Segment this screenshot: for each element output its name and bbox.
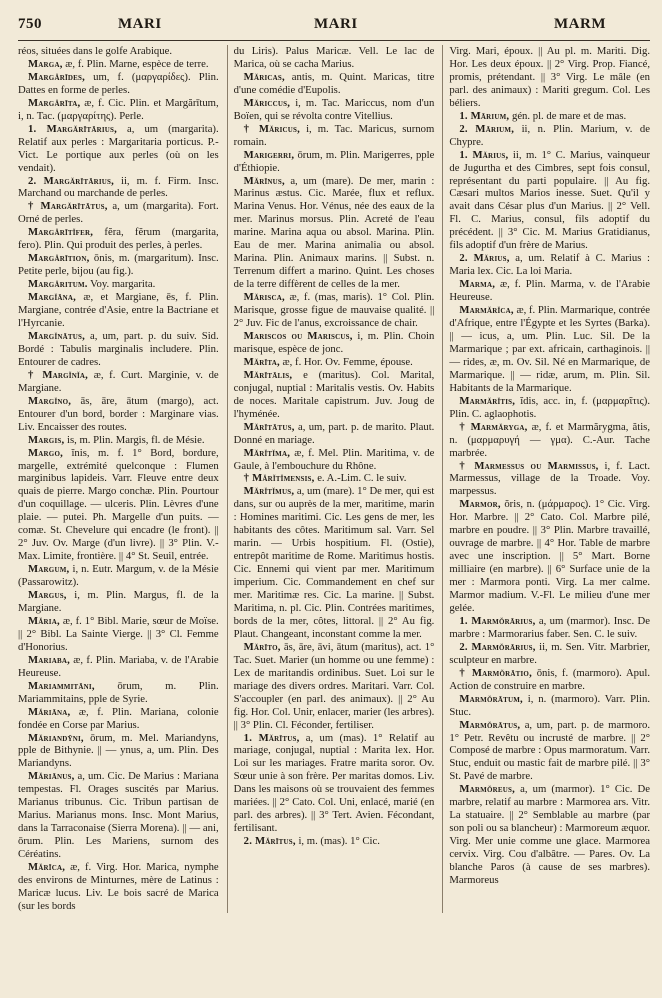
dictionary-entry — [234, 485, 435, 640]
entry-definition: i, m. (mas). 1° Cic. — [298, 835, 380, 848]
entry-definition: æ, f. Virg. Hor. Marica, nymphe des environs de Minturnes, mère de Latinus : Maricæ lucus. Liv. Le bois sacré de Marica (sur les bords — [18, 861, 219, 912]
entry-headword: Măriānus, — [28, 770, 75, 783]
dictionary-entry — [234, 835, 435, 848]
entry-definition: æ, f. Plin. Marma, v. de l'Arabie Heureuse. — [449, 278, 651, 304]
entry-definition: ii, m. 1° C. Marius, vainqueur de Jugurtha et des Cimbres, sept fois consul, représentant du parti populaire. || Au fig. Cæsari multos Marios inesse. Suet. Qu'il y avait dans César plus d'un Marius. || 2° Vell. Fl. C. Marius, consul, fils adoptif du précédent. || 3° Cic. M. Marius Gratidianus, fils adoptif d'un frère de Marius. — [449, 148, 651, 252]
entry-headword: Măricas, — [243, 70, 285, 83]
entry-definition: æ, f. Hor. Ov. Femme, épouse. — [282, 355, 413, 368]
dictionary-entry — [234, 149, 435, 175]
dictionary-entry — [18, 291, 219, 330]
dictionary-entry — [449, 693, 650, 719]
entry-headword: † Marmŏrātio, — [459, 666, 532, 679]
entry-definition: æ, f. (mas, maris). 1° Col. Plin. Marisque, grosse figue de mauvaise qualité. || 2° Juv. Fic de l'anus, excroissance de chair. — [233, 291, 435, 330]
dictionary-entry — [234, 291, 435, 330]
dictionary-entry — [18, 97, 219, 123]
entry-definition: a, um (mare). De mer, marin : Marinus æstus. Cic. Marée, flux et reflux. Marina Venus. Hor. Vénus, née des eaux de la mer. Marinus morsus. Plin. Acreté de l'eau marine. Marina aqua ou absol. Marina. Plin. Eau de mer. Marina animalia ou absol. Marina. Plin. Animaux marins. || Subst. n. Terrenum differt a marino. Quint. Les choses de la terre diffèrent de celles de la mer. — [233, 174, 435, 291]
page-number: 750 — [18, 16, 42, 32]
dictionary-entry — [234, 175, 435, 292]
entry-definition: ās, āre, ātum (margo), act. Entourer d'un bord, border : Marginare vias. Liv. Encaisser des routes. — [18, 394, 219, 433]
dictionary-entry — [18, 615, 219, 654]
entry-definition: ōrum, m. Mel. Mariandyns, pple de Bithynie. || — ynus, a, um. Plin. Des Mariandyns. — [18, 731, 219, 770]
entry-definition: a, um (margarita). Relatif aux perles : Margaritaria porticus. P.-Vict. Le portique aux perles (où on les vendait). — [18, 122, 219, 174]
entry-definition: um, f. (μαργαρίδες). Plin. Dattes en forme de perles. — [18, 70, 219, 96]
entry-headword: † Marmessus ou Marmissus, — [459, 459, 599, 472]
entry-headword: Marigerri, — [243, 148, 295, 161]
column-right — [442, 45, 650, 913]
entry-headword: Mariaba, — [28, 653, 70, 666]
dictionary-entry — [18, 447, 219, 564]
entry-definition: is, m. Plin. Margis, fl. de Mésie. — [67, 433, 205, 446]
entry-headword: 1. Mărītus, — [243, 731, 300, 744]
entry-definition: ōrum, m. Plin. Marigerres, pple d'Éthiopie. — [233, 148, 435, 174]
dictionary-entry — [234, 472, 435, 485]
dictionary-entry — [234, 97, 435, 123]
dictionary-entry — [18, 45, 219, 58]
dictionary-entry — [234, 447, 435, 473]
entry-definition: i, m. Tac. Maricus, surnom romain. — [233, 122, 435, 148]
entry-definition: e (maritus). Col. Marital, conjugal, nuptial : Maritalis vestis. Ov. Habits de noces. Maritale capistrum. Juv. Joug de l'hyménée. — [233, 368, 435, 420]
dictionary-entry — [18, 654, 219, 680]
dictionary-entry — [449, 615, 650, 641]
entry-headword: Mărītālis, — [243, 368, 293, 381]
dictionary-entry — [449, 498, 650, 615]
dictionary-entry — [18, 123, 219, 175]
running-header — [18, 14, 650, 41]
dictionary-entry — [449, 123, 650, 149]
entry-headword: Marmor, — [459, 498, 501, 511]
entry-headword: 2. Mărius, — [459, 252, 510, 265]
entry-headword: Marmŏreus, — [459, 783, 515, 796]
entry-definition: i, m. Plin. Choin marisque, espèce de jonc. — [233, 329, 435, 355]
entry-headword: Marmărĭca, — [459, 304, 514, 317]
entry-headword: Mărisca, — [243, 291, 285, 304]
entry-definition: ōnis, f. (marmoro). Apul. Action de construire en marbre. — [449, 666, 651, 692]
dictionary-entry — [18, 200, 219, 226]
entry-headword: 1. Mārium, — [459, 109, 510, 122]
entry-headword: † Măricus, — [243, 122, 301, 135]
entry-headword: 2. Margărītārius, — [28, 174, 114, 187]
entry-definition: e. A.-Lim. C. le suiv. — [317, 472, 407, 485]
entry-headword: Marmŏrātum, — [459, 692, 523, 705]
dictionary-entry — [234, 369, 435, 421]
entry-definition: æ, f. 1° Bibl. Marie, sœur de Moïse. || 2° Bibl. La Sainte Vierge. || 3° Cl. Femme d'Honorius. — [18, 614, 219, 653]
entry-headword: 1. Margărītārius, — [28, 122, 118, 135]
entry-definition: i, m. Tac. Mariccus, nom d'un Boïen, qui se révolta contre Vitellius. — [233, 96, 435, 122]
entry-headword: Margo, — [28, 446, 63, 459]
dictionary-entry — [18, 434, 219, 447]
entry-headword: 1. Marmŏrārius, — [459, 614, 536, 627]
dictionary-entry — [18, 770, 219, 861]
entry-headword: 2. Mārium, — [459, 122, 515, 135]
entry-definition: æ, f. Plin. Marmarique, contrée d'Afrique, entre l'Égypte et les Syrtes (Barka). || — icus, a, um. Plin. Luc. Sil. De la Marmarique ; par ext. africain, carthaginois. || — rides, æ, m. Ov. Sil. Né en Marmarique, de Marmarique. || — ridæ, arum, m. Plin. Sil. Habitants de la Marmarique. — [449, 304, 651, 394]
entry-definition: réos, situées dans le golfe Arabique. — [18, 45, 173, 57]
dictionary-entry — [234, 732, 435, 836]
entry-definition: æ, f. Plin. Mariana, colonie fondée en Corse par Marius. — [18, 705, 219, 731]
entry-headword: 1. Mărius, — [459, 148, 509, 161]
dictionary-entry — [234, 71, 435, 97]
entry-headword: Mariscos ou Mariscus, — [243, 329, 353, 342]
entry-headword: 2. Mărītus, — [243, 835, 296, 848]
entry-definition: a, um (margarita). Fort. Orné de perles. — [18, 200, 219, 226]
dictionary-entry — [18, 395, 219, 434]
dictionary-entry — [18, 278, 219, 291]
dictionary-entry — [449, 460, 650, 499]
entry-definition: ās, āre, āvi, ātum (maritus), act. 1° Tac. Suet. Marier (un homme ou une femme) : Lex de maritandis ordinibus. Suet. Loi sur le mariage des divers ordres. Maritari. Varr. Col. S'accoupler (en parl. des animaux). || 2° Au fig. Hor. Col. Unir, enlacer, marier (les arbres). || 3° Plin. Cl. Féconder, fertiliser. — [233, 640, 435, 731]
entry-definition: æ, f. Mel. Plin. Maritima, v. de Gaule, à l'embouchure du Rhône. — [233, 446, 435, 472]
entry-headword: Margis, — [28, 433, 65, 446]
entry-definition: æ, f. et Marmărygma, ătis, n. (μαρμαρυγή — γμα). C.-Aur. Tache marbrée. — [449, 420, 651, 459]
dictionary-entry — [18, 680, 219, 706]
entry-definition: a, um (marmor). 1° Cic. De marbre, relatif au marbre : Marmorea ars. Vitr. La statuaire. || 2° Semblable au marbre (par son poli ou sa blancheur) : Marmoreum æquor. Virg. Mer unie comme une glace. Marmorea cervix. Virg. Cou d'albâtre. — Pares. Ov. La blanche Paros (à cause de ses marbres). Marmoreus — [449, 783, 651, 886]
dictionary-entry — [18, 71, 219, 97]
entry-definition: a, um, part. p. de marmoro. 1° Petr. Revêtu ou incrusté de marbre. || 2° Composé de marbre : Opus marmoratum. Varr. Stuc, enduit ou mastic fait de marbre pilé. || 3° St. Pavé de marbre. — [449, 718, 651, 783]
entry-definition: Voy. margarita. — [90, 278, 156, 291]
entry-definition: i, m. Plin. Margus, fl. de la Margiane. — [18, 589, 219, 614]
entry-definition: ŏris, n. (μάρμαρος). 1° Cic. Virg. Hor. Marbre. || 2° Cato. Col. Marbre pilé, marbre en poudre. || 3° Plin. Marbre travaillé, ouvrage de marbre. || 4° Hor. Table de marbre avec une inscription. || 5° Mart. Borne milliaire (en marbre). || 6° Surface unie de la mer : Marmora ponti. Virg. La mer calme. Marmor madium. V.-Fl. Le milieu d'une mer gelée. — [449, 498, 651, 614]
columns — [18, 45, 650, 913]
entry-headword: † Marmăryga, — [459, 420, 528, 433]
entry-headword: Mărīnus, — [243, 174, 285, 187]
dictionary-entry — [449, 667, 650, 693]
entry-definition: a, um (mare). 1° De mer, qui est dans, sur ou auprès de la mer, maritime, marin : Homines maritimi. Cic. Les gens de mer, les habitants des côtes. Maritimum sal. Varr. Sel marin. — Urbis hospitium. Fl. (Ostie), entrepôt maritime de Rome. Maritimus hostis. Cic. Ennemi qui vient par mer. Maritimum imperium. Cic. Commandement en chef sur mer. Maritimæ res. Cic. La marine. || Subst. Maritima, n. pl. Cic. Plin. Contrées maritimes, bords de la mer, côtes, littoral. || 2° Au fig. Plaut. Changeant, inconstant comme la mer. — [233, 485, 435, 640]
entry-definition: Virg. Mari, époux. || Au pl. m. Mariti. Dig. Hor. Les deux époux. || 2° Virg. Prop. Fiancé, promis, prétendant. || 3° Virg. Le mâle (en parl. des animaux) : Mariti gregum. Col. Les béliers. — [449, 45, 651, 109]
dictionary-entry — [449, 278, 650, 304]
entry-definition: i, n. Eutr. Margum, v. de la Mésie (Passarowitz). — [18, 563, 219, 589]
entry-headword: † Mărĭtĭmensis, — [243, 472, 315, 485]
entry-headword: Marma, — [459, 278, 496, 291]
entry-headword: Marmŏrātus, — [459, 718, 521, 731]
entry-headword: Margĭnātus, — [28, 329, 85, 342]
dictionary-entry — [449, 149, 650, 253]
entry-definition: ii, m. f. Firm. Insc. Marchand ou marchande de perles. — [18, 174, 219, 200]
dictionary-entry — [234, 45, 435, 71]
entry-definition: gén. pl. de mare et de mas. — [511, 109, 627, 122]
dictionary-entry — [18, 589, 219, 615]
entry-definition: ōrum, m. Plin. Mariammitains, pple de Syrie. — [18, 679, 219, 705]
entry-headword: Margărītion, — [28, 252, 90, 265]
entry-headword: Marmărĭtis, — [459, 394, 516, 407]
header-center-word: MARI — [314, 16, 358, 32]
entry-headword: Margum, — [28, 563, 70, 576]
dictionary-entry — [18, 226, 219, 252]
entry-definition: a, um. Relatif à C. Marius : Maria lex. Cic. La loi Maria. — [449, 252, 651, 278]
dictionary-entry — [18, 706, 219, 732]
entry-headword: Mărĭtĭmus, — [243, 485, 295, 498]
dictionary-entry — [18, 252, 219, 278]
entry-headword: Măriāna, — [28, 705, 71, 718]
entry-definition: æ, f. Curt. Marginie, v. de Margiane. — [18, 368, 219, 394]
entry-definition: æ, et Margiane, ēs, f. Plin. Margiane, contrée d'Asie, entre la Bactriane et l'Hyrcanie. — [18, 291, 219, 330]
entry-definition: æ, f. Plin. Marne, espèce de terre. — [65, 57, 209, 70]
entry-definition: antis, m. Quint. Maricas, titre d'une comédie d'Eupolis. — [233, 70, 435, 96]
dictionary-entry — [18, 330, 219, 369]
dictionary-entry — [18, 563, 219, 589]
entry-headword: Mărītātus, — [243, 420, 295, 433]
entry-definition: ĭnis, m. f. 1° Bord, bordure, margelle, extrémité quelconque : Flumen marginibus lapideis. Varr. Fleuve entre deux quais de pierre. Margo conchæ. Plin. Pourtour d'un coquillage. — ulceris. Plin. Lèvres d'une plaie. — putei. Ph. Margelle d'un puits. — comæ. St. Chevelure qui encadre (le front). || 2° Juv. Ov. Marge (d'un livre). || 3° Plin. V.-Max. Limite, frontière. || 4° St. Seuil, entrée. — [18, 446, 219, 563]
entry-headword: Margĭāna, — [28, 291, 77, 304]
entry-definition: ĭdis, acc. in, f. (μαρμαρῖτις). Plin. C. aglaophotis. — [449, 394, 651, 420]
dictionary-entry — [234, 123, 435, 149]
dictionary-entry — [449, 304, 650, 395]
entry-definition: ii, m. Sen. Vitr. Marbrier, sculpteur en marbre. — [449, 640, 651, 666]
entry-definition: i, n. (marmoro). Varr. Plin. Stuc. — [449, 692, 651, 718]
entry-headword: Margărītĭfer, — [28, 226, 94, 239]
entry-definition: æ, f. Plin. Mariaba, v. de l'Arabie Heureuse. — [18, 653, 219, 679]
entry-headword: Margăritum. — [28, 278, 88, 291]
dictionary-entry — [18, 175, 219, 201]
entry-headword: 2. Marmŏrārius, — [459, 640, 536, 653]
dictionary-entry — [449, 421, 650, 460]
dictionary-entry — [234, 356, 435, 369]
dictionary-entry — [18, 861, 219, 913]
entry-headword: Măriccus, — [243, 96, 291, 109]
dictionary-entry — [234, 421, 435, 447]
entry-definition: i, f. Lact. Marmessus, village de la Troade. Voy. marpessus. — [449, 459, 651, 498]
dictionary-entry — [18, 732, 219, 771]
column-middle — [227, 45, 435, 913]
entry-headword: Mărīca, — [28, 861, 66, 874]
entry-headword: † Margărītātus, — [28, 200, 108, 213]
entry-headword: † Margĭnĭa, — [28, 368, 89, 381]
dictionary-entry — [234, 641, 435, 732]
entry-headword: Marga, — [28, 57, 63, 70]
dictionary-entry — [449, 783, 650, 887]
entry-definition: ii, n. Plin. Marium, v. de Chypre. — [449, 122, 651, 148]
entry-definition: a, um (mas). 1° Relatif au mariage, conjugal, nuptial : Marita lex. Hor. Loi sur les mariages. Fratre marita soror. Ov. Sœur unie à son frère. Per maritas domos. Liv. Dans les maisons où se trouvaient des femmes mariées. || 2° Cato. Col. Uni, enlacé, marié (en parl. des arbres). || 3° Tert. Avien. Fécondant, fertilisant. — [233, 731, 435, 835]
entry-headword: Mărĭtĭma, — [243, 446, 291, 459]
entry-headword: Margărīta, — [28, 96, 81, 109]
entry-headword: Margus, — [28, 589, 67, 602]
dictionary-entry — [449, 252, 650, 278]
entry-definition: a, um, part. p. du suiv. Sid. Bordé : Tabulis marginalis includere. Plin. Entourer de cadres. — [18, 329, 219, 368]
column-left — [18, 45, 219, 913]
dictionary-entry — [449, 45, 650, 110]
entry-headword: Măriandȳni, — [28, 731, 84, 744]
header-left-word: MARI — [118, 16, 162, 32]
entry-headword: Măria, — [28, 614, 60, 627]
dictionary-entry — [449, 110, 650, 123]
entry-definition: ōnis, m. (margaritum). Insc. Petite perle, bijou (au fig.). — [18, 252, 219, 278]
header-right-word: MARM — [554, 16, 606, 32]
dictionary-entry — [449, 719, 650, 784]
dictionary-entry — [18, 369, 219, 395]
entry-headword: Mărīto, — [243, 640, 281, 653]
entry-definition: a, um, part. p. de marito. Plaut. Donné en mariage. — [233, 420, 435, 446]
dictionary-entry — [234, 330, 435, 356]
dictionary-entry — [449, 395, 650, 421]
dictionary-entry — [18, 58, 219, 71]
entry-headword: Margĭno, — [28, 394, 72, 407]
entry-headword: Margărīdes, — [28, 70, 85, 83]
entry-definition: æ, f. Cic. Plin. et Margărītum, i, n. Tac. (μαργαρίτης). Perle. — [18, 96, 219, 122]
entry-definition: a, um. Cic. De Marius : Mariana tempestas. Fl. Orages suscités par Marius. Marianus tribunus. Cic. Tribun partisan de Marius. Marianus mons. Insc. Mont Marius, dans la Tarraconaise (Sierra Morena). || — ani, ōrum. Plin. Les Mariens, surnom des Céréatins. — [18, 770, 219, 861]
dictionary-entry — [449, 641, 650, 667]
entry-headword: Mărīta, — [243, 355, 280, 368]
entry-definition: a, um (marmor). Insc. De marbre : Marmorarius faber. Sen. C. le suiv. — [449, 614, 651, 640]
entry-definition: du Liris). Palus Maricæ. Vell. Le lac de Marica, où se cacha Marius. — [233, 45, 435, 70]
entry-definition: fĕra, fĕrum (margarita, fero). Plin. Qui produit des perles, à perles. — [18, 226, 219, 252]
entry-headword: Mariammitāni, — [28, 679, 95, 692]
